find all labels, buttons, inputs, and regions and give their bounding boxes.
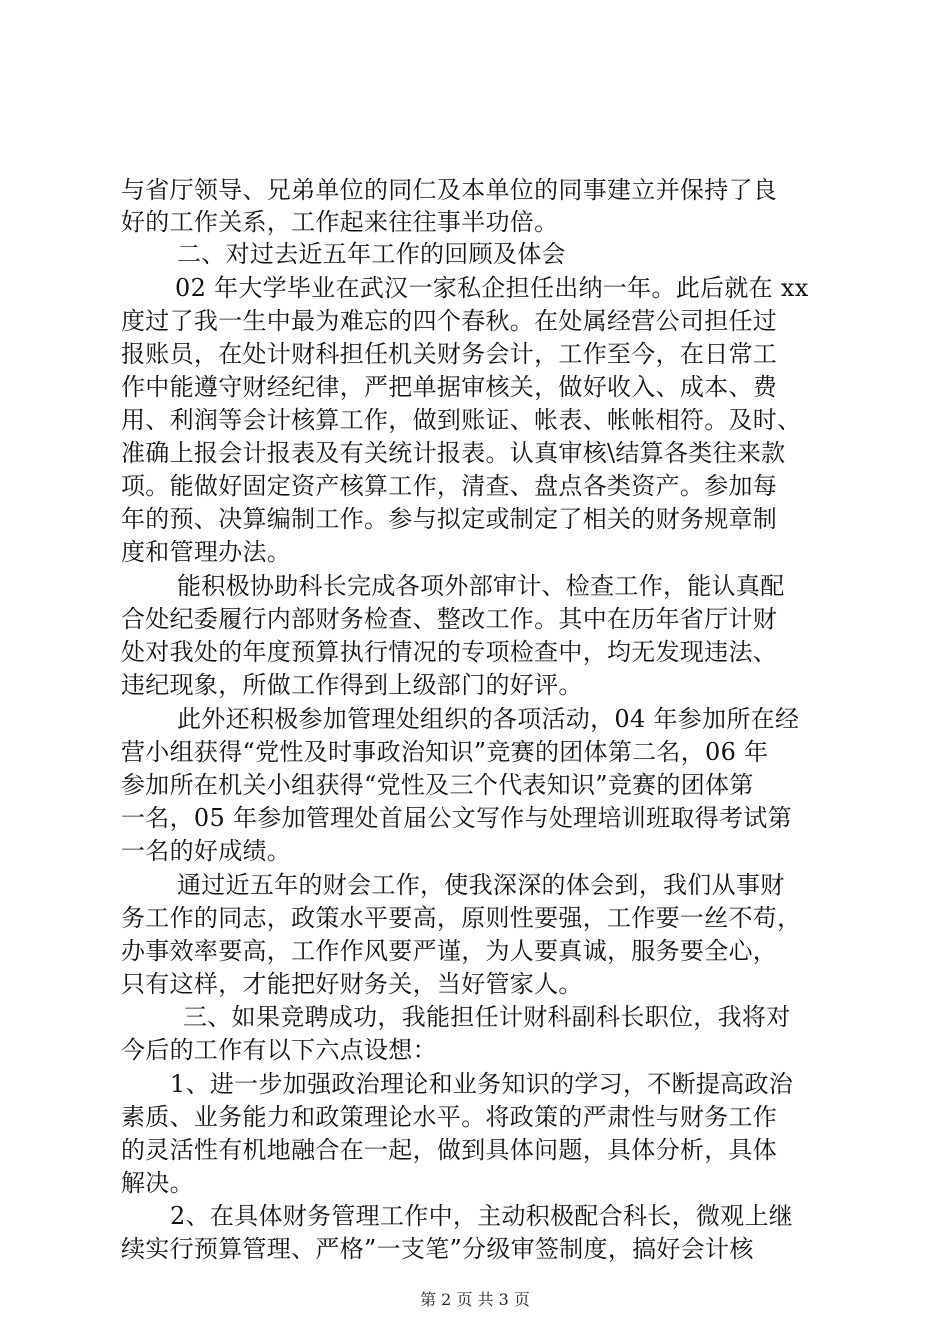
list-item: 1、进一步加强政治理论和业务知识的学习，不断提高政治 bbox=[170, 1070, 794, 1098]
text-line: 一名，05 年参加管理处首届公文写作与处理培训班取得考试第 bbox=[121, 804, 792, 832]
text-line: 营小组获得“党性及时事政治知识”竞赛的团体第二名，06 年 bbox=[121, 738, 769, 766]
text-line: 一名的好成绩。 bbox=[121, 837, 292, 865]
text-line: 作中能遵守财经纪律，严把单据审核关，做好收入、成本、费 bbox=[121, 373, 778, 401]
text-line: 报账员，在处计财科担任机关财务会计，工作至今，在日常工 bbox=[121, 340, 778, 368]
text-line: 此外还积极参加管理处组织的各项活动，04 年参加所在经 bbox=[177, 705, 800, 733]
list-item: 2、在具体财务管理工作中，主动积极配合科长，微观上继 bbox=[170, 1202, 794, 1230]
page-footer: 第 2 页 共 3 页 bbox=[420, 1290, 530, 1309]
text-line: 处对我处的年度预算执行情况的专项检查中，均无发现违法、 bbox=[121, 638, 778, 666]
text-line: 与省厅领导、兄弟单位的同仁及本单位的同事建立并保持了良 bbox=[121, 176, 778, 204]
text-line: 只有这样，才能把好财务关，当好管家人。 bbox=[121, 970, 583, 998]
text-line: 年的预、决算编制工作。参与拟定或制定了相关的财务规章制 bbox=[121, 505, 778, 533]
text-line: 违纪现象，所做工作得到上级部门的好评。 bbox=[121, 671, 583, 699]
text-line: 解决。 bbox=[121, 1169, 194, 1197]
text-line: 好的工作关系，工作起来往往事半功倍。 bbox=[121, 208, 559, 236]
text-line: 通过近五年的财会工作，使我深深的体会到，我们从事财 bbox=[177, 871, 785, 899]
text-line: 02 年大学毕业在武汉一家私企担任出纳一年。此后就在 xx bbox=[175, 274, 809, 302]
text-line: 办事效率要高，工作作风要严谨，为人要真诚，服务要全心， bbox=[121, 937, 778, 965]
text-line: 参加所在机关小组获得“党性及三个代表知识”竞赛的团体第 bbox=[121, 771, 754, 799]
text-line: 续实行预算管理、严格”一支笔”分级审签制度，搞好会计核 bbox=[121, 1235, 754, 1263]
text-line: 用、利润等会计核算工作，做到账证、帐表、帐帐相符。及时、 bbox=[121, 406, 802, 434]
section-heading: 二、对过去近五年工作的回顾及体会 bbox=[177, 240, 566, 268]
text-line: 合处纪委履行内部财务检查、整改工作。其中在历年省厅计财 bbox=[121, 605, 778, 633]
text-line: 项。能做好固定资产核算工作，清查、盘点各类资产。参加每 bbox=[121, 472, 778, 500]
text-line: 能积极协助科长完成各项外部审计、检查工作，能认真配 bbox=[177, 572, 785, 600]
text-line: 今后的工作有以下六点设想： bbox=[121, 1036, 437, 1064]
text-line: 素质、业务能力和政策理论水平。将政策的严肃性与财务工作 bbox=[121, 1103, 778, 1131]
text-line: 准确上报会计报表及有关统计报表。认真审核\结算各类往来款 bbox=[121, 439, 786, 467]
text-line: 度和管理办法。 bbox=[121, 538, 292, 566]
text-line: 务工作的同志，政策水平要高，原则性要强，工作要一丝不苟， bbox=[121, 904, 802, 932]
text-line: 度过了我一生中最为难忘的四个春秋。在处属经营公司担任过 bbox=[121, 307, 778, 335]
text-line: 的灵活性有机地融合在一起，做到具体问题，具体分析，具体 bbox=[121, 1136, 778, 1164]
section-heading: 三、如果竞聘成功，我能担任计财科副科长职位，我将对 bbox=[183, 1003, 791, 1031]
